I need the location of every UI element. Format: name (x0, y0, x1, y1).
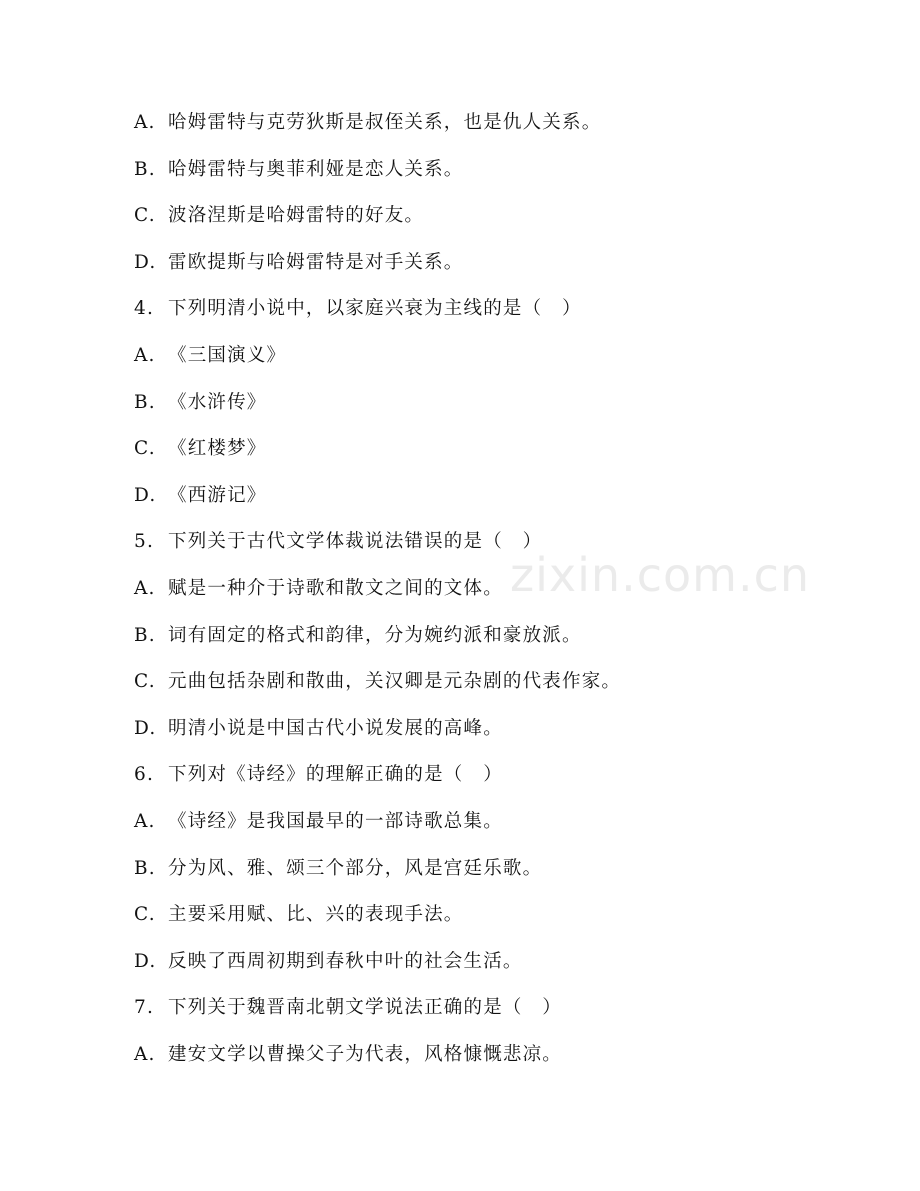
option-line (134, 663, 874, 710)
option-text: 反映了西周初期到春秋中叶的社会生活。 (168, 950, 523, 972)
option-text: 波洛涅斯是哈姆雷特的好友。 (168, 205, 425, 227)
option-line (134, 384, 874, 431)
option-text: 《三国演义》 (168, 344, 287, 366)
question-number: 4. (134, 298, 155, 320)
option-line (134, 570, 874, 617)
option-marker: D. (134, 484, 157, 506)
question-lines (134, 104, 874, 1082)
option-text: 雷欧提斯与哈姆雷特是对手关系。 (168, 251, 464, 273)
option-text: 赋是一种介于诗歌和散文之间的文体。 (168, 577, 503, 599)
option-text: 《水浒传》 (168, 391, 267, 413)
option-line (134, 337, 874, 384)
option-line (134, 803, 874, 850)
question-text: 下列关于古代文学体裁说法错误的是（ ） (168, 531, 543, 553)
option-marker: B. (134, 158, 156, 180)
option-marker: C. (134, 671, 156, 693)
option-text: 建安文学以曹操父子为代表，风格慷慨悲凉。 (168, 1043, 563, 1065)
option-line (134, 151, 874, 198)
option-text: 《诗经》是我国最早的一部诗歌总集。 (168, 810, 503, 832)
option-text: 《红楼梦》 (168, 438, 267, 460)
option-text: 《西游记》 (168, 484, 267, 506)
option-line (134, 896, 874, 943)
option-marker: A. (134, 810, 156, 832)
option-line (134, 244, 874, 291)
option-marker: A. (134, 577, 156, 599)
question-line (134, 989, 874, 1036)
question-text: 下列明清小说中，以家庭兴衰为主线的是（ ） (168, 298, 582, 320)
option-marker: C. (134, 438, 156, 460)
option-marker: B. (134, 857, 156, 879)
option-marker: C. (134, 205, 156, 227)
option-text: 元曲包括杂剧和散曲，关汉卿是元杂剧的代表作家。 (168, 671, 622, 693)
option-marker: C. (134, 904, 156, 926)
question-number: 7. (134, 997, 155, 1019)
option-line (134, 850, 874, 897)
option-marker: B. (134, 391, 156, 413)
option-line (134, 104, 874, 151)
option-line (134, 477, 874, 524)
option-line (134, 430, 874, 477)
option-line (134, 617, 874, 664)
option-line (134, 710, 874, 757)
question-text: 下列对《诗经》的理解正确的是（ ） (168, 764, 503, 786)
option-line (134, 1036, 874, 1083)
option-text: 词有固定的格式和韵律，分为婉约派和豪放派。 (168, 624, 582, 646)
option-text: 哈姆雷特与克劳狄斯是叔侄关系，也是仇人关系。 (168, 112, 602, 133)
option-line (134, 943, 874, 990)
option-text: 分为风、雅、颂三个部分，风是宫廷乐歌。 (168, 857, 543, 879)
question-number: 5. (134, 531, 155, 553)
option-text: 明清小说是中国古代小说发展的高峰。 (168, 717, 503, 739)
option-text: 哈姆雷特与奥菲利娅是恋人关系。 (168, 158, 464, 180)
option-marker: D. (134, 950, 157, 972)
question-line (134, 756, 874, 803)
question-line (134, 523, 874, 570)
option-marker: A. (134, 344, 156, 366)
option-marker: A. (134, 1043, 156, 1065)
option-text: 主要采用赋、比、兴的表现手法。 (168, 904, 464, 926)
watermark: zixin.com.cn (510, 548, 811, 602)
option-marker: D. (134, 717, 157, 739)
question-number: 6. (134, 764, 155, 786)
option-marker: B. (134, 624, 156, 646)
question-text: 下列关于魏晋南北朝文学说法正确的是（ ） (168, 997, 563, 1019)
option-marker: D. (134, 251, 157, 273)
question-line (134, 290, 874, 337)
option-line (134, 197, 874, 244)
option-marker: A. (134, 112, 156, 133)
